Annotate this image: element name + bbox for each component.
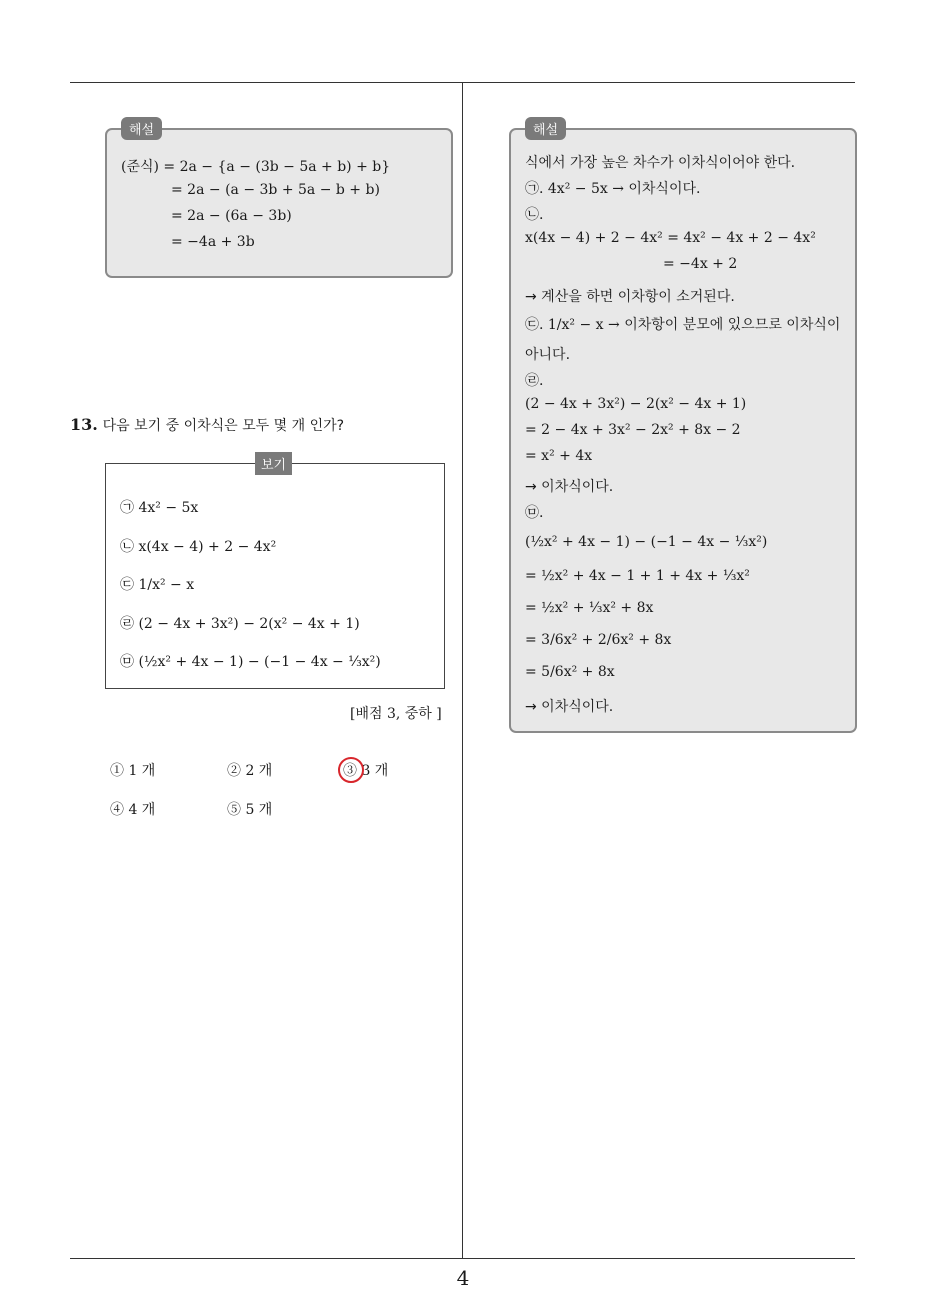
solution-line: ㉤. [525, 505, 544, 521]
solution-line: (2 − 4x + 3x²) − 2(x² − 4x + 1) [525, 396, 747, 412]
bogi-item: ㉢ 1/x² − x [120, 577, 195, 593]
choice-5[interactable]: ⑤ 5 개 [227, 802, 273, 818]
solution-line: = 3/6x² + 2/6x² + 8x [525, 632, 672, 648]
solution-line: ㉡. [525, 207, 544, 223]
page-number: 4 [456, 1266, 470, 1290]
choice-4[interactable]: ④ 4 개 [110, 802, 156, 818]
solution-line: 아니다. [525, 347, 571, 363]
solution-tag: 해설 [121, 117, 162, 140]
solution-line: = 2a − (6a − 3b) [171, 208, 292, 224]
solution-line: = 2a − (a − 3b + 5a − b + b) [171, 182, 380, 198]
choice-1[interactable]: ① 1 개 [110, 763, 156, 779]
score-label: [배점 3, 중하 ] [350, 706, 442, 722]
solution-line: = −4a + 3b [171, 234, 255, 250]
right-solution-box [509, 123, 857, 733]
bogi-item: ㉠ 4x² − 5x [120, 500, 199, 516]
solution-line: → 계산을 하면 이차항이 소거된다. [525, 289, 735, 305]
question-number: 13. [70, 415, 98, 434]
answer-mark-icon [338, 757, 364, 783]
solution-line: = x² + 4x [525, 448, 593, 464]
question-heading [70, 415, 344, 435]
solution-line: (준식) = 2a − {a − (3b − 5a + b) + b} [121, 159, 391, 175]
left-solution-box [105, 123, 453, 278]
solution-line: ㉣. [525, 373, 544, 389]
solution-tag: 해설 [525, 117, 566, 140]
solution-line: = ½x² + 4x − 1 + 1 + 4x + ⅓x² [525, 568, 750, 584]
solution-line: ㉢. 1/x² − x → 이차항이 분모에 있으므로 이차식이 [525, 317, 841, 333]
bogi-item: ㉤ (½x² + 4x − 1) − (−1 − 4x − ⅓x²) [120, 654, 381, 670]
choice-3[interactable]: ③ 3 개 [343, 763, 389, 779]
solution-line: = 2 − 4x + 3x² − 2x² + 8x − 2 [525, 422, 741, 438]
bottom-rule [70, 1258, 855, 1259]
bogi-item: ㉣ (2 − 4x + 3x²) − 2(x² − 4x + 1) [120, 616, 360, 632]
bogi-item: ㉡ x(4x − 4) + 2 − 4x² [120, 539, 277, 555]
bogi-label: 보기 [255, 452, 292, 475]
solution-line: → 이차식이다. [525, 479, 614, 495]
solution-line: (½x² + 4x − 1) − (−1 − 4x − ⅓x²) [525, 534, 768, 550]
solution-line: = −4x + 2 [663, 256, 738, 272]
solution-line: → 이차식이다. [525, 699, 614, 715]
solution-line: = 5/6x² + 8x [525, 664, 615, 680]
column-divider [462, 83, 463, 1258]
question-text: 다음 보기 중 이차식은 모두 몇 개 인가? [102, 418, 345, 434]
choice-2[interactable]: ② 2 개 [227, 763, 273, 779]
solution-line: = ½x² + ⅓x² + 8x [525, 600, 654, 616]
solution-line: ㉠. 4x² − 5x → 이차식이다. [525, 181, 701, 197]
solution-line: x(4x − 4) + 2 − 4x² = 4x² − 4x + 2 − 4x² [525, 230, 816, 246]
solution-line: 식에서 가장 높은 차수가 이차식이어야 한다. [525, 155, 796, 171]
